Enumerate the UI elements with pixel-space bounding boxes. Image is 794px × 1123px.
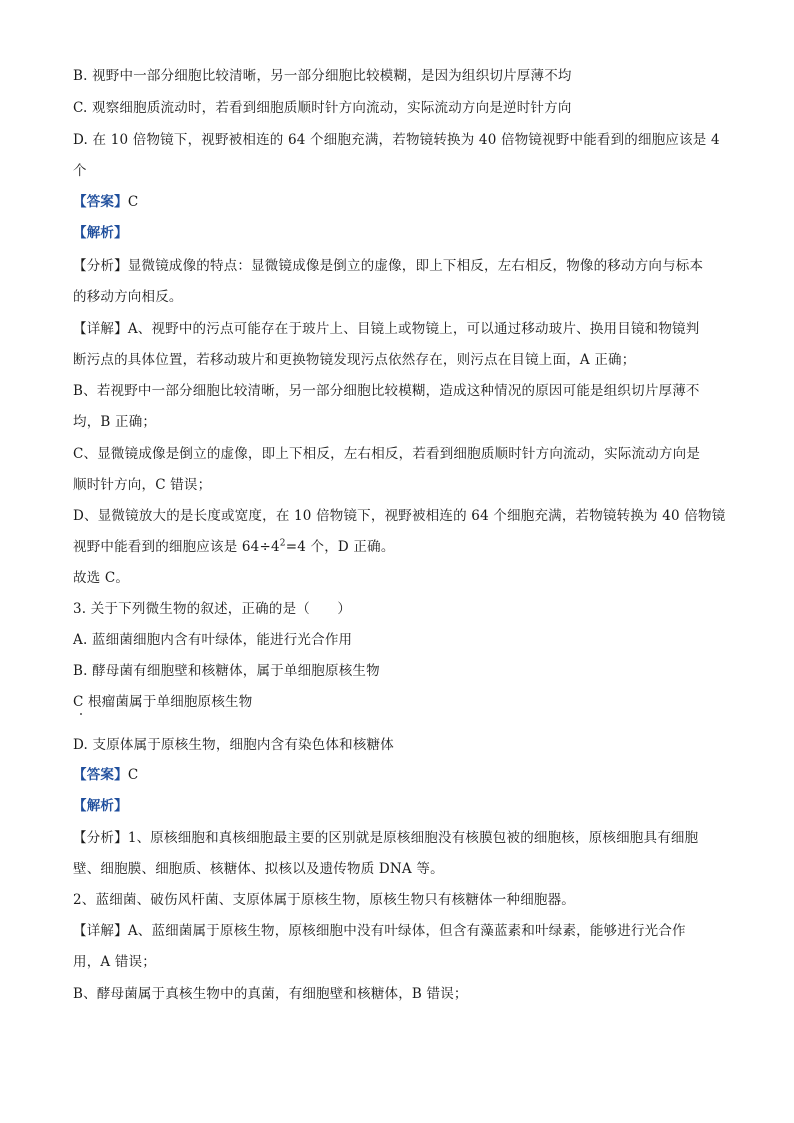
xiangjie-text: A、蓝细菌属于原核生物，原核细胞中没有叶绿体，但含有藻蓝素和叶绿素，能够进行光合作 [127, 923, 686, 939]
q3-xiangjie-a-line1 [73, 921, 723, 941]
q3-fenxi-line1 [73, 828, 723, 848]
q3-option-c: C 根瘤菌属于单细胞原核生物 [73, 694, 253, 710]
q3-answer [73, 765, 723, 785]
q2-conclusion: 故选 C。 [73, 570, 130, 586]
fenxi-text: 1、原核细胞和真核细胞最主要的区别就是原核细胞没有核膜包被的细胞核，原核细胞具有细胞 [127, 830, 699, 846]
formula-post: =4 个，D 正确。 [285, 539, 395, 555]
q2-xiangjie-d-line2 [73, 537, 723, 557]
formula-pre: 视野中能看到的细胞应该是 64÷4 [73, 539, 280, 555]
q3-option-a: A. 蓝细菌细胞内含有叶绿体，能进行光合作用 [73, 632, 353, 648]
q2-option-d-line1: D. 在 10 倍物镜下，视野被相连的 64 个细胞充满，若物镜转换为 40 倍物镜视野中能看到的细胞应该是 4 [73, 132, 720, 148]
q2-option-b: B. 视野中一部分细胞比较清晰，另一部分细胞比较模糊，是因为组织切片厚薄不均 [73, 68, 572, 84]
xiangjie-tag: 【详解】 [73, 923, 128, 939]
q2-xiangjie-a-line2: 断污点的具体位置，若移动玻片和更换物镜发现污点依然存在，则污点在目镜上面，A 正确； [73, 352, 636, 368]
fenxi-tag: 【分析】 [73, 830, 128, 846]
q2-option-c: C. 观察细胞质流动时，若看到细胞质顺时针方向流动，实际流动方向是逆时针方向 [73, 100, 572, 116]
xiangjie-tag: 【详解】 [73, 321, 128, 337]
q3-xiangjie-a-line2: 用，A 错误； [73, 954, 156, 970]
q3-fenxi-line2: 壁、细胞膜、细胞质、核糖体、拟核以及遗传物质 DNA 等。 [73, 861, 444, 877]
q2-xiangjie-c-line1: C、显微镜成像是倒立的虚像，即上下相反，左右相反，若看到细胞质顺时针方向流动，实际流动方向是 [73, 446, 701, 462]
q2-option-d-line2: 个 [73, 163, 87, 179]
q2-xiangjie-b-line1: B、若视野中一部分细胞比较清晰，另一部分细胞比较模糊，造成这种情况的原因可能是组织切片厚薄不 [73, 383, 700, 399]
q3-option-b: B. 酵母菌有细胞壁和核糖体，属于单细胞原核生物 [73, 663, 380, 679]
q2-xiangjie-a-line1 [73, 319, 723, 339]
q2-xiangjie-d-line1: D、显微镜放大的是长度或宽度，在 10 倍物镜下，视野被相连的 64 个细胞充满，若物镜转换为 40 倍物镜 [73, 508, 726, 524]
q2-xiangjie-c-line2: 顺时针方向，C 错误； [73, 477, 212, 493]
q2-fenxi-line2: 的移动方向相反。 [73, 289, 183, 305]
q3-analysis-heading [73, 796, 723, 816]
q2-fenxi-line1 [73, 256, 723, 276]
analysis-tag: 【解析】 [73, 225, 128, 241]
fenxi-text: 显微镜成像的特点：显微镜成像是倒立的虚像，即上下相反，左右相反，物像的移动方向与标本 [127, 258, 704, 274]
analysis-tag: 【解析】 [73, 798, 128, 814]
q3-option-d: D. 支原体属于原核生物，细胞内含有染色体和核糖体 [73, 737, 394, 753]
q3-stem: 3. 关于下列微生物的叙述，正确的是（ ） [73, 601, 352, 617]
answer-tag: 【答案】 [73, 194, 128, 210]
q2-xiangjie-b-line2: 均，B 正确； [73, 414, 157, 430]
q3-xiangjie-b-line1: B、酵母菌属于真核生物中的真菌，有细胞壁和核糖体，B 错误； [73, 986, 468, 1002]
xiangjie-text: A、视野中的污点可能存在于玻片上、目镜上或物镜上，可以通过移动玻片、换用目镜和物镜判 [127, 321, 700, 337]
fenxi-tag: 【分析】 [73, 258, 128, 274]
answer-value: C [127, 194, 139, 210]
formula-exponent: 2 [279, 538, 286, 549]
answer-tag: 【答案】 [73, 767, 128, 783]
q2-analysis-heading [73, 223, 723, 243]
answer-value: C [127, 767, 139, 783]
stray-dot [80, 713, 82, 715]
q3-fenxi-line3: 2、蓝细菌、破伤风杆菌、支原体属于原核生物，原核生物只有核糖体一种细胞器。 [73, 892, 575, 908]
q2-answer [73, 192, 723, 212]
